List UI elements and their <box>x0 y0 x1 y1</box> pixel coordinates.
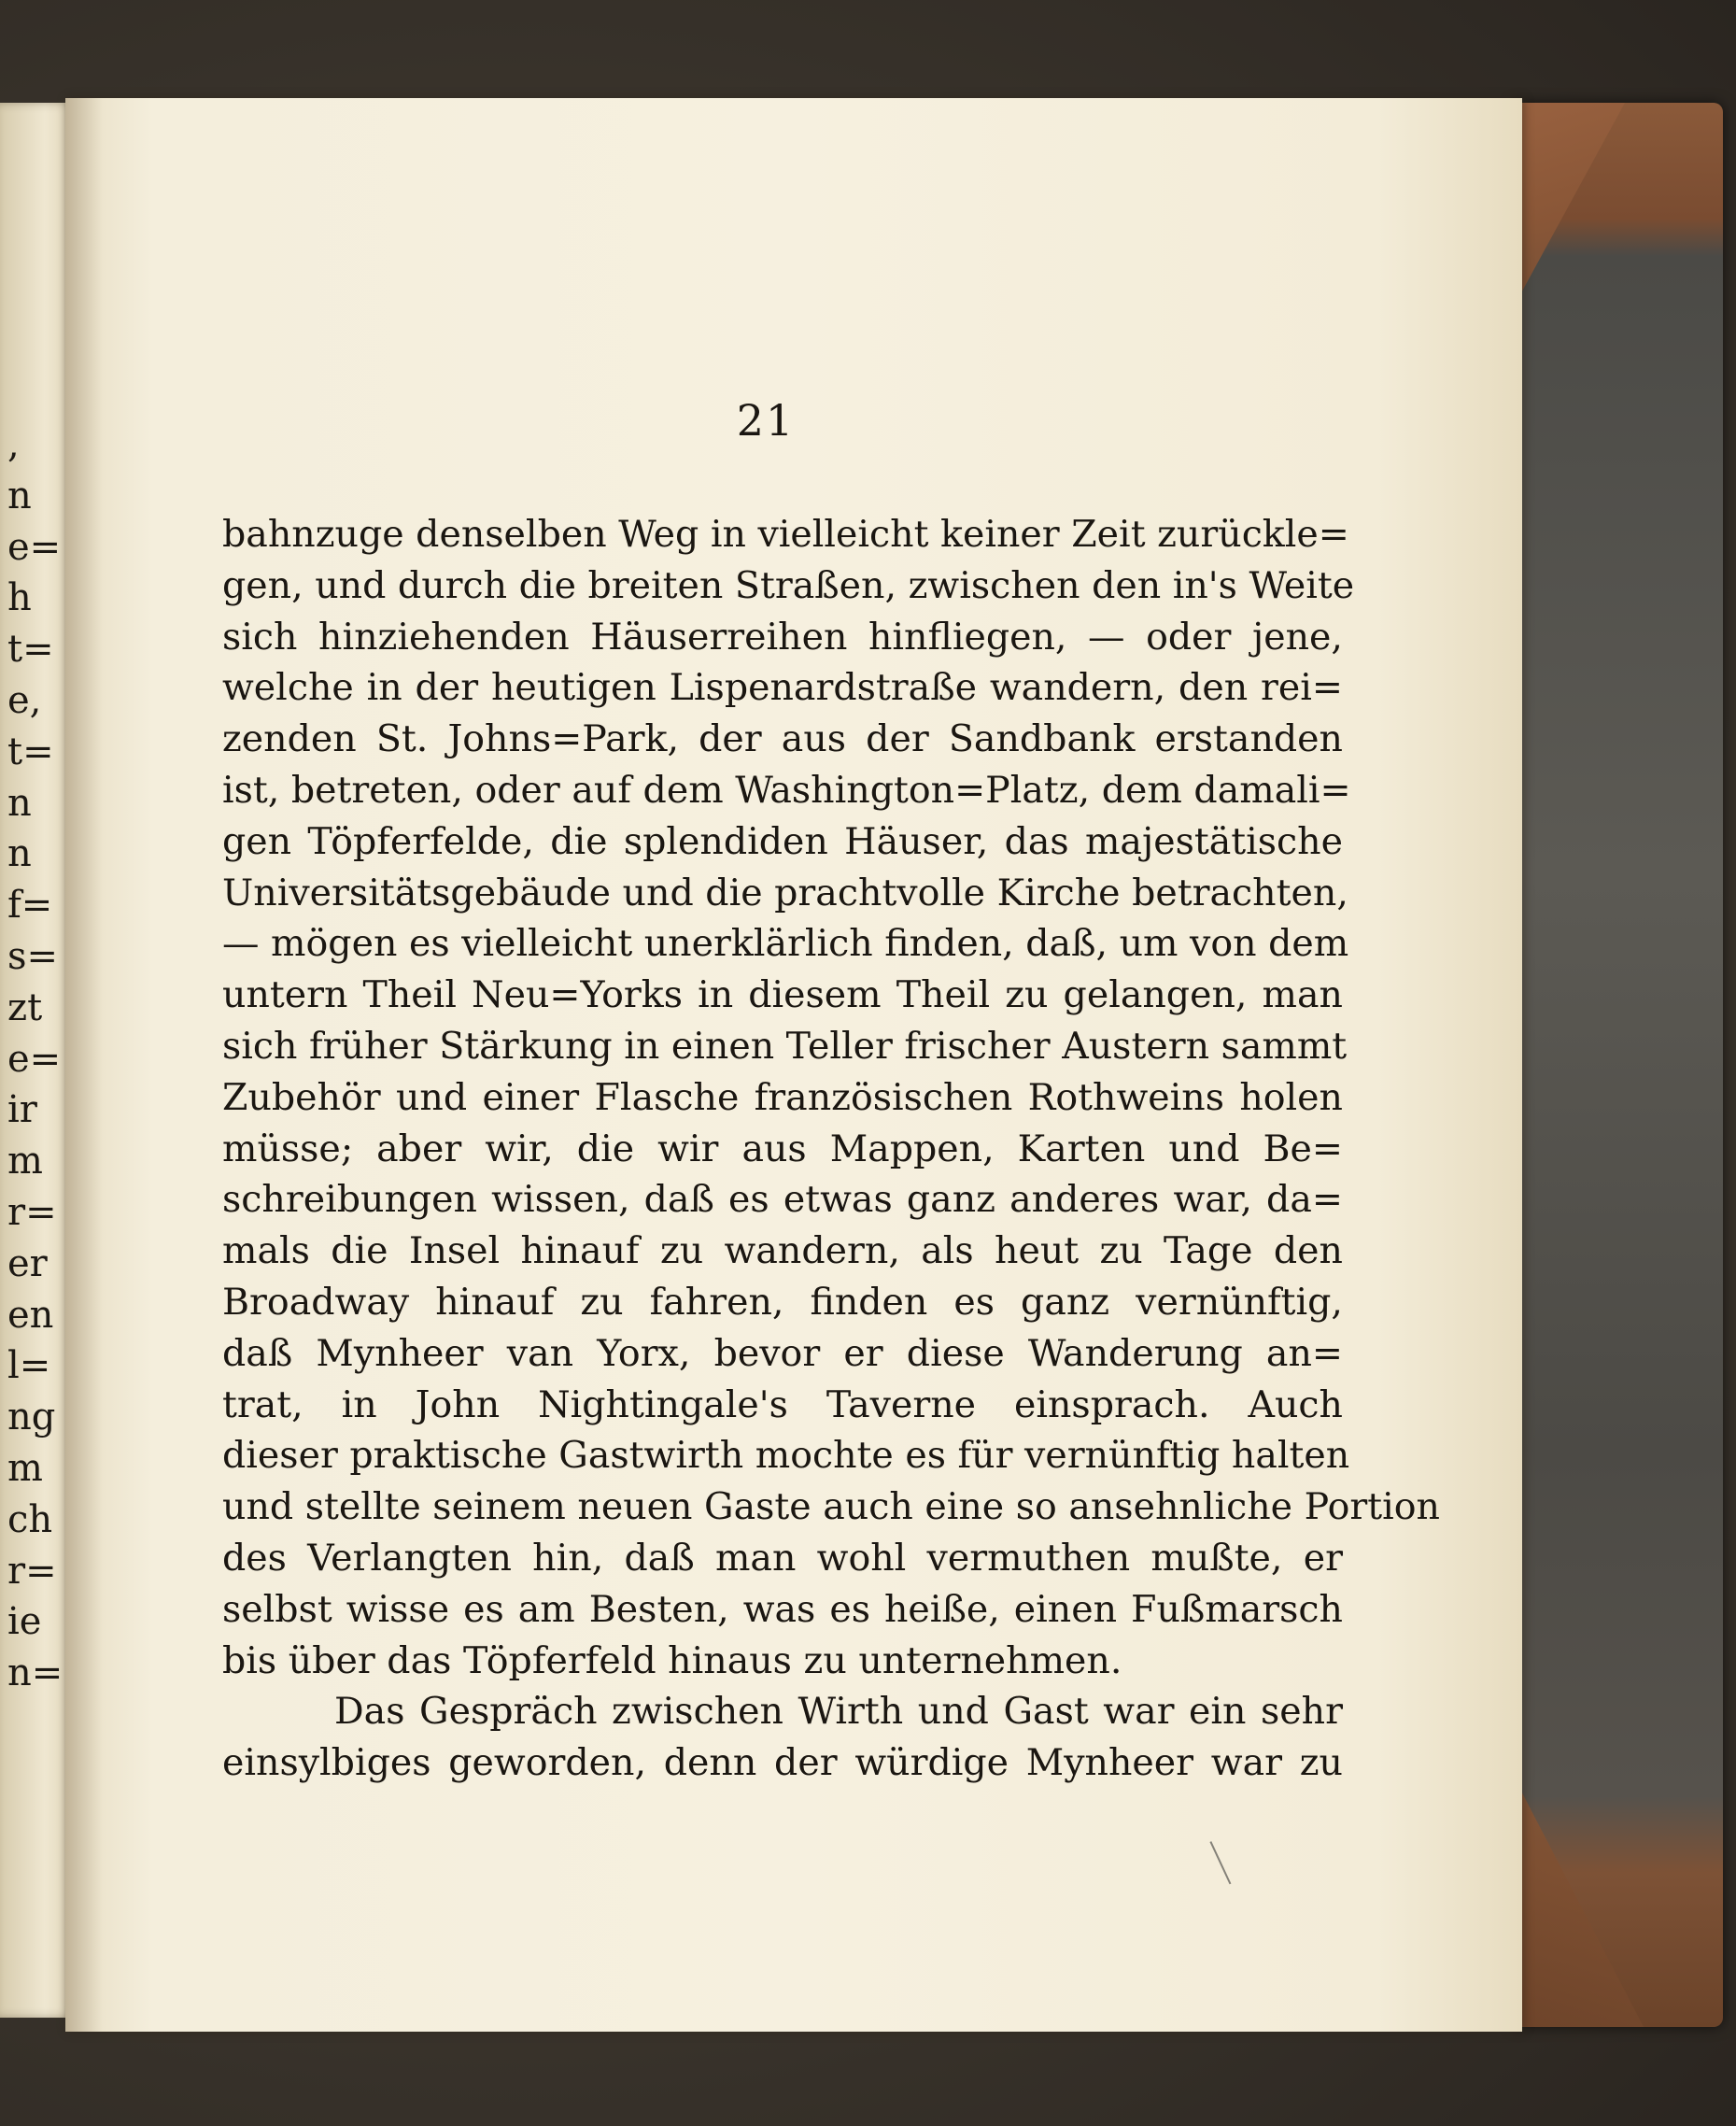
facing-page-fragment: n= <box>7 1651 64 1695</box>
facing-page-fragment: en <box>7 1293 54 1337</box>
text-line: bahnzuge denselben Weg in vielleicht keiner Zeit zurückle= <box>222 513 1349 556</box>
text-line: untern Theil Neu=Yorks in diesem Theil zu gelangen, man <box>222 973 1343 1017</box>
text-line: gen, und durch die breiten Straßen, zwischen den in's Weite <box>222 563 1355 607</box>
text-line: sich früher Stärkung in einen Teller frischer Austern sammt <box>222 1024 1348 1068</box>
text-line: Das Gespräch zwischen Wirth und Gast war ein sehr <box>334 1690 1343 1734</box>
facing-page-fragment: ie <box>7 1600 42 1644</box>
text-line: und stellte seinem neuen Gaste auch eine so ansehnliche Portion <box>222 1485 1440 1529</box>
book-page <box>65 98 1522 2032</box>
body-text <box>222 509 1440 1789</box>
facing-page-fragment: t= <box>7 628 54 672</box>
text-line: mals die Insel hinauf zu wandern, als heut zu Tage den <box>222 1229 1343 1273</box>
text-line: schreibungen wissen, daß es etwas ganz anderes war, da= <box>222 1178 1343 1222</box>
gutter-shadow <box>65 98 103 2032</box>
text-line: gen Töpferfelde, die splendiden Häuser, das majestätische <box>222 819 1343 863</box>
text-line: — mögen es vielleicht unerklärlich finden, daß, um von dem <box>222 922 1349 966</box>
facing-page-fragment: t= <box>7 730 54 773</box>
text-line: ist, betreten, oder auf dem Washington=Platz, dem damali= <box>222 768 1351 812</box>
pencil-mark <box>1209 1834 1248 1885</box>
facing-page-edge <box>0 103 75 2018</box>
facing-page-fragment: n <box>7 832 32 876</box>
facing-page-fragment: zt <box>7 985 43 1029</box>
facing-page-fragment: e= <box>7 1037 62 1081</box>
facing-page-fragment: r= <box>7 1191 57 1234</box>
facing-page-fragment: m <box>7 1140 43 1183</box>
text-line: selbst wisse es am Besten, was es heiße, einen Fußmarsch <box>222 1587 1343 1631</box>
text-line: sich hinziehenden Häuserreihen hinfliegen, — oder jene, <box>222 615 1343 659</box>
facing-page-fragment: n <box>7 474 32 517</box>
text-line: trat, in John Nightingale's Taverne einsprach. Auch <box>222 1382 1343 1426</box>
book-cover <box>1513 103 1723 2027</box>
facing-page-fragment: , <box>7 423 20 466</box>
facing-page-fragment: m <box>7 1447 43 1490</box>
text-line: des Verlangten hin, daß man wohl vermuthen mußte, er <box>222 1536 1343 1580</box>
facing-page-fragment: e= <box>7 525 62 569</box>
facing-page-fragment: ng <box>7 1396 56 1439</box>
facing-page-fragment: e, <box>7 679 42 722</box>
text-line: dieser praktische Gastwirth mochte es für vernünftig halten <box>222 1434 1350 1478</box>
text-line: daß Mynheer van Yorx, bevor er diese Wanderung an= <box>222 1331 1343 1375</box>
text-line: Universitätsgebäude und die prachtvolle Kirche betrachten, <box>222 871 1348 914</box>
facing-page-fragment: n <box>7 781 32 825</box>
text-line: zenden St. Johns=Park, der aus der Sandbank erstanden <box>222 717 1343 761</box>
text-line: Broadway hinauf zu fahren, finden es ganz vernünftig, <box>222 1280 1343 1324</box>
text-line: welche in der heutigen Lispenardstraße wandern, den rei= <box>222 666 1343 710</box>
facing-page-fragment: er <box>7 1241 48 1285</box>
facing-page-fragment: ir <box>7 1088 37 1132</box>
text-line: einsylbiges geworden, denn der würdige Mynheer war zu <box>222 1741 1343 1785</box>
facing-page-fragment: s= <box>7 935 59 978</box>
text-line: Zubehör und einer Flasche französischen Rothweins holen <box>222 1075 1343 1119</box>
facing-page-fragment: r= <box>7 1549 57 1593</box>
page-number: 21 <box>736 395 796 446</box>
facing-page-fragment: l= <box>7 1344 51 1388</box>
text-line: müsse; aber wir, die wir aus Mappen, Karten und Be= <box>222 1127 1343 1170</box>
text-line: bis über das Töpferfeld hinaus zu unternehmen. <box>222 1638 1122 1682</box>
facing-page-fragment: h <box>7 576 32 620</box>
facing-page-fragment: f= <box>7 884 53 928</box>
facing-page-fragment: ch <box>7 1497 53 1541</box>
